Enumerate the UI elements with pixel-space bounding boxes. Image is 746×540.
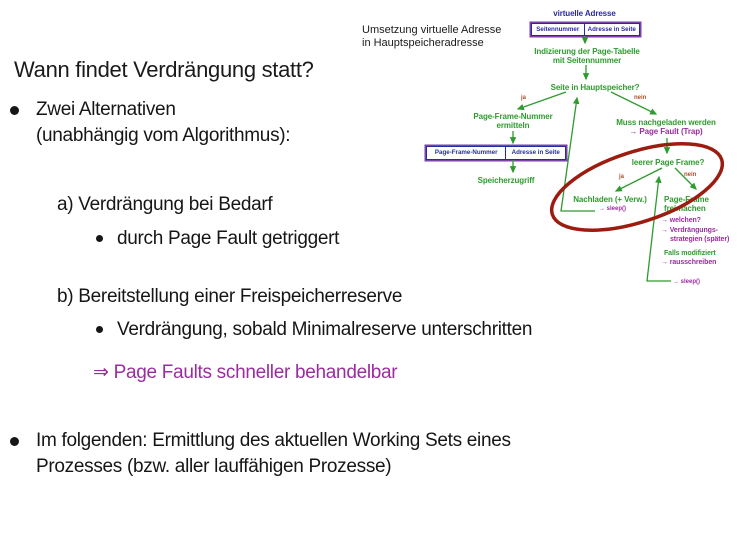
step-reload-line1: Muss nachgeladen werden xyxy=(616,118,716,127)
sleep-call-label: → sleep() xyxy=(673,279,701,285)
step-reload-line2: → Page Fault (Trap) xyxy=(629,127,703,136)
virtual-address-label: virtuelle Adresse xyxy=(553,9,616,18)
decision-empty-frame: leerer Page Frame? xyxy=(631,158,705,167)
item-a: a) Verdrängung bei Bedarf xyxy=(57,194,273,215)
virtual-address-box-cell1: Seitennummer xyxy=(536,26,580,33)
step-frame-number-line2: ermitteln xyxy=(496,121,530,130)
step-free-frame-line2: freimachen xyxy=(664,204,706,213)
step-free-frame-line1: Page-Frame xyxy=(664,195,709,204)
note-rausschreiben: → rausschreiben xyxy=(661,259,717,266)
physical-address-box-cell2: Adresse in Seite xyxy=(505,147,565,159)
branch-nein-label: nein xyxy=(634,95,647,101)
step-frame-number-line1: Page-Frame-Nummer xyxy=(473,112,553,121)
sleep-call-label: → sleep() xyxy=(599,206,627,212)
bullet-alternatives-line1: Zwei Alternativen xyxy=(36,99,176,120)
note-falls-modifiziert: Falls modifiziert xyxy=(664,250,716,257)
step-indexing-line1: Indizierung der Page-Tabelle xyxy=(534,47,640,56)
virtual-address-box-cell2: Adresse in Seite xyxy=(584,24,639,35)
branch-ja-label: ja xyxy=(521,95,527,101)
note-strategien-line2: strategien (später) xyxy=(670,236,730,243)
physical-address-box-cell1: Page-Frame-Nummer xyxy=(434,149,498,156)
bullet-icon xyxy=(10,437,19,446)
note-strategien-line1: → Verdrängungs- xyxy=(661,227,718,234)
step-memory-access: Speicherzugriff xyxy=(477,176,535,185)
physical-address-box xyxy=(426,146,566,160)
branch-nein-label: nein xyxy=(684,172,697,178)
step-indexing-line2: mit Seitennummer xyxy=(552,56,622,65)
bullet-following-line1: Im folgenden: Ermittlung des aktuellen Working Sets eines xyxy=(36,430,511,451)
bullet-following-line2: Prozesses (bzw. aller lauffähigen Prozesse) xyxy=(36,456,392,477)
diagram-caption-line1: Umsetzung virtuelle Adresse xyxy=(362,24,502,36)
note-welchen: → welchen? xyxy=(661,217,701,224)
bullet-icon xyxy=(96,235,103,242)
branch-ja-label: ja xyxy=(619,174,625,180)
virtual-address-box xyxy=(531,23,640,36)
item-b-sub: Verdrängung, sobald Minimalreserve unterschritten xyxy=(117,319,533,340)
step-nachladen: Nachladen (+ Verw.) xyxy=(573,195,647,204)
decision-page-in-memory: Seite in Hauptspeicher? xyxy=(550,83,640,92)
page-title: Wann findet Verdrängung statt? xyxy=(14,57,314,82)
item-a-sub: durch Page Fault getriggert xyxy=(117,228,340,249)
bullet-icon xyxy=(10,106,19,115)
item-b-conclusion: ⇒ Page Faults schneller behandelbar xyxy=(93,362,398,383)
bullet-alternatives-line2: (unabhängig vom Algorithmus): xyxy=(36,125,291,146)
item-b: b) Bereitstellung einer Freispeicherreserve xyxy=(57,286,403,307)
bullet-icon xyxy=(96,326,103,333)
diagram-caption-line2: in Hauptspeicheradresse xyxy=(362,37,484,49)
